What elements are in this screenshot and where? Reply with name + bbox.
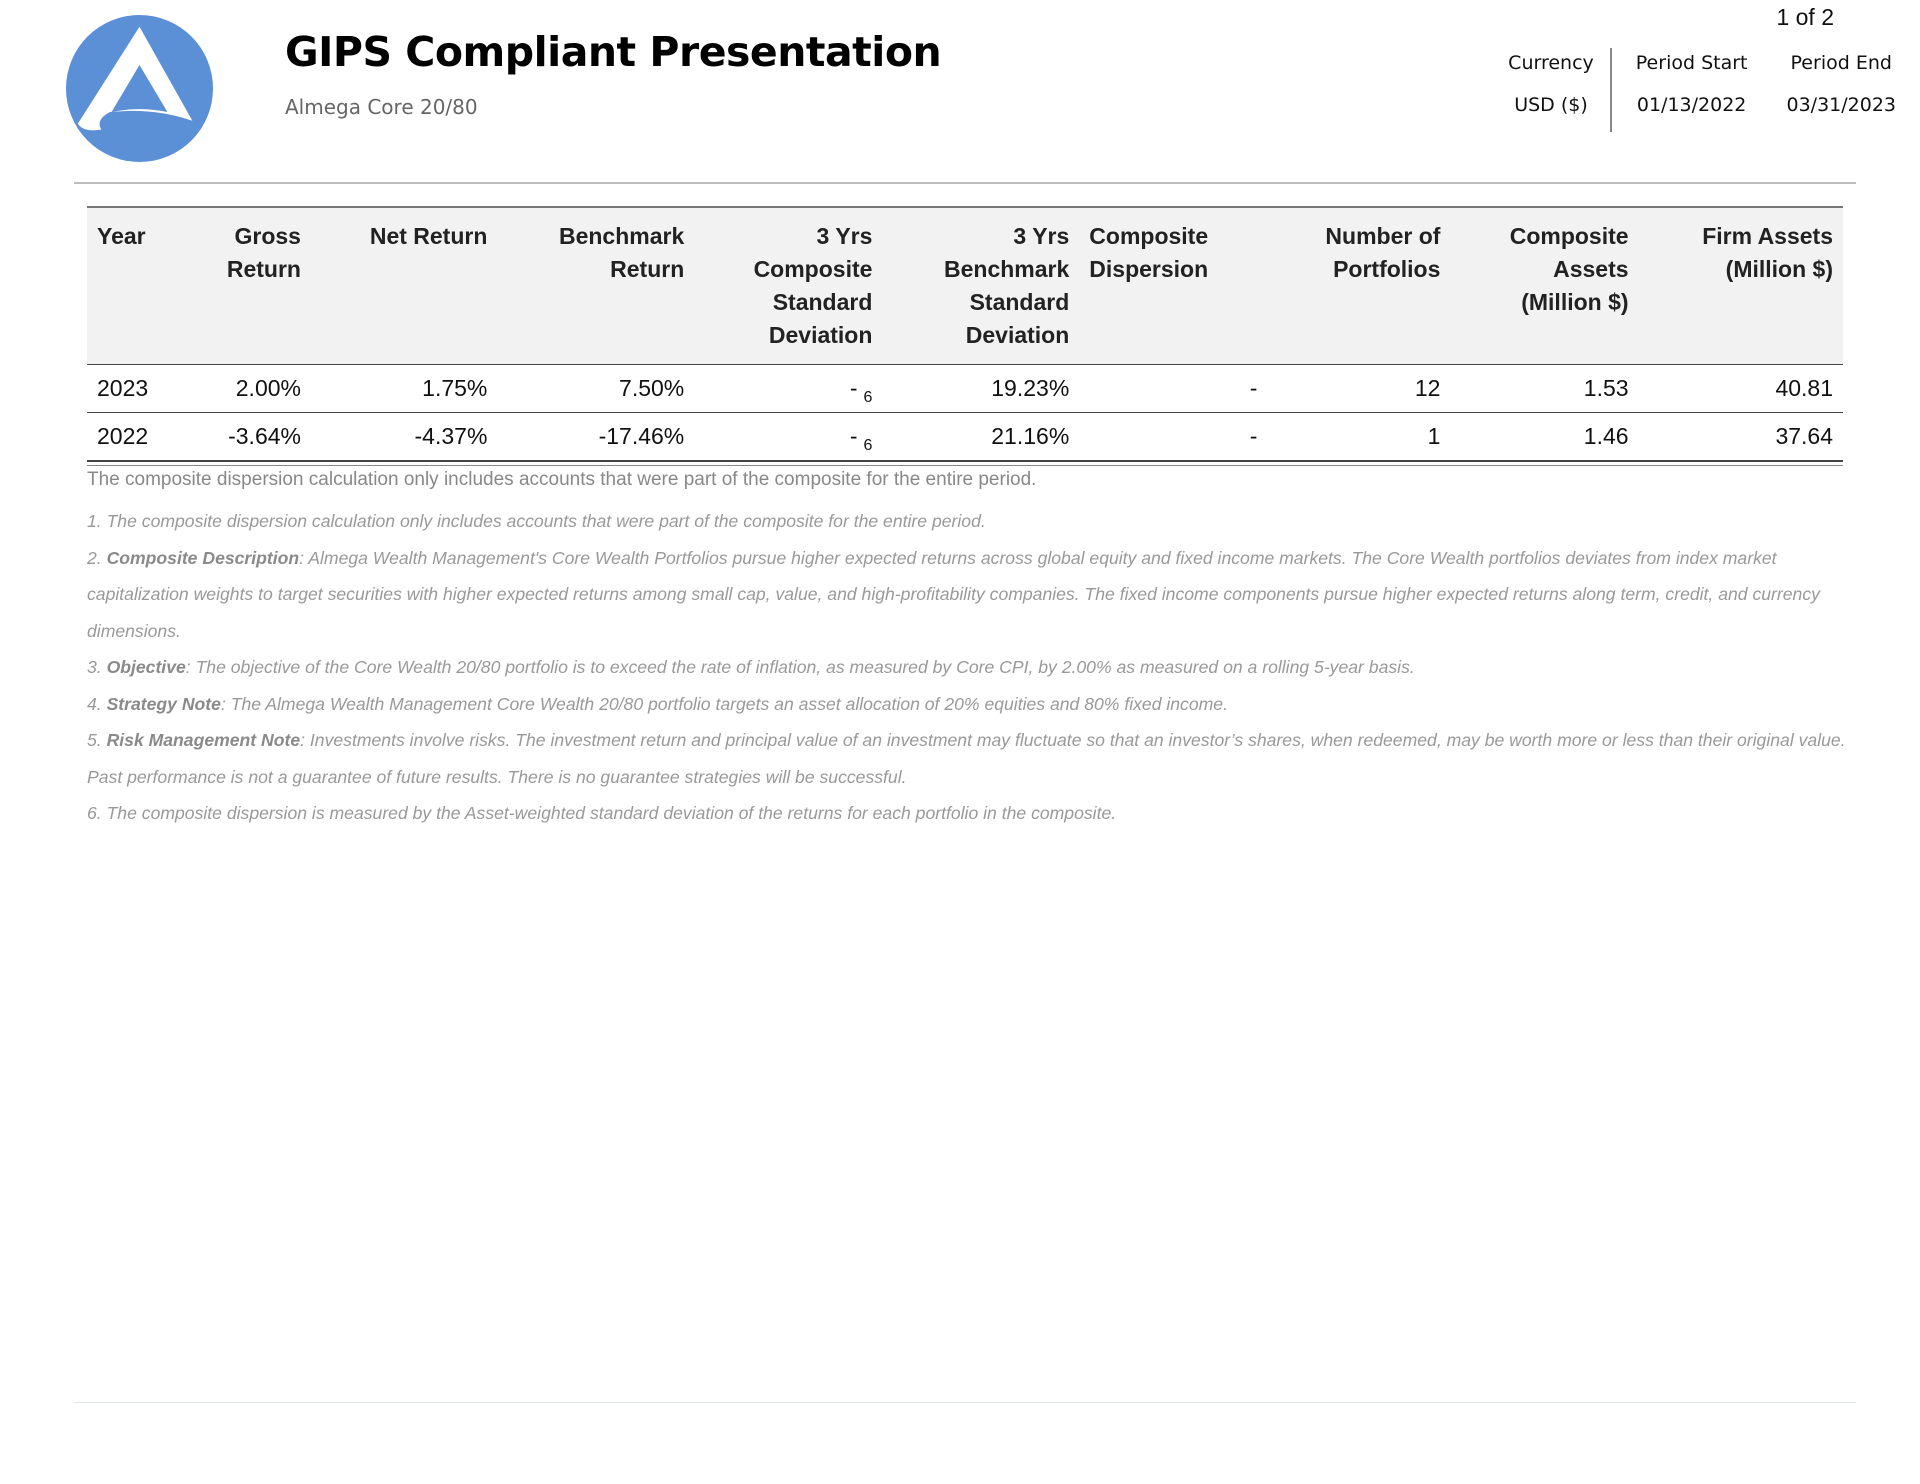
col-num-portfolios: Number of Portfolios [1267, 207, 1450, 365]
period-start-block [1612, 48, 1770, 132]
header-divider [74, 182, 1856, 184]
cell-dispersion: - [1079, 413, 1267, 462]
cell-firm-assets: 40.81 [1639, 365, 1843, 413]
table-bottom-rule [87, 465, 1843, 466]
col-firm-assets: Firm Assets (Million $) [1639, 207, 1843, 365]
cell-benchmark-return: 7.50% [497, 365, 694, 413]
footnote-4: 4. Strategy Note: The Almega Wealth Management Core Wealth 20/80 portfolio targets an asset allocation of 20% equities and 80% fixed income. [87, 693, 1228, 714]
period-end-block [1769, 48, 1896, 132]
footnote-ref: 6 [863, 437, 873, 454]
cell-composite-assets: 1.46 [1450, 413, 1638, 462]
period-start-label: Period Start [1635, 52, 1748, 74]
cell-net-return: 1.75% [311, 365, 497, 413]
cell-composite-std: - $_6$ [694, 365, 882, 413]
table-row [87, 413, 1843, 462]
composite-name: Almega Core 20/80 [285, 95, 478, 119]
col-year: Year [87, 207, 183, 365]
cell-num-portfolios: 1 [1267, 413, 1450, 462]
footnote-ref: 6 [863, 389, 873, 406]
col-net-return: Net Return [311, 207, 497, 365]
col-dispersion: Composite Dispersion [1079, 207, 1267, 365]
report-meta [1508, 48, 1896, 132]
cell-benchmark-return: -17.46% [497, 413, 694, 462]
col-composite-assets: Composite Assets (Million $) [1450, 207, 1638, 365]
currency-label: Currency [1508, 52, 1594, 74]
footer-divider [74, 1402, 1856, 1403]
footnote-6: 6. The composite dispersion is measured by the Asset-weighted standard deviation of the returns for each portfolio in the composite. [87, 803, 1117, 823]
period-end-label: Period End [1790, 52, 1892, 74]
cell-dispersion: - [1079, 365, 1267, 413]
cell-year: 2022 [87, 413, 183, 462]
cell-firm-assets: 37.64 [1639, 413, 1843, 462]
col-gross-return: Gross Return [183, 207, 311, 365]
cell-gross-return: 2.00% [183, 365, 311, 413]
footnotes [87, 503, 1847, 832]
footnote-2: 2. Composite Description: Almega Wealth Management's Core Wealth Portfolios pursue higher expected returns across global equity and fixed income markets. The Core Wealth portfolios deviates from index market capitalization weights to target securities with higher expected returns among small cap, value, and high-profitability companies. The fixed income components pursue higher expected returns along term, credit, and currency dimensions. [87, 547, 1820, 641]
dispersion-note: The composite dispersion calculation only includes accounts that were part of the composite for the entire period. [87, 469, 1037, 490]
cell-benchmark-std: 19.23% [882, 365, 1079, 413]
footnote-1: 1. The composite dispersion calculation only includes accounts that were part of the composite for the entire period. [87, 511, 986, 531]
footnote-5: 5. Risk Management Note: Investments involve risks. The investment return and principal value of an investment may fluctuate so that an investor’s shares, when redeemed, may be worth more or less than their original value. Past performance is not a guarantee of future results. There is no guarantee strategies will be successful. [87, 730, 1846, 787]
col-benchmark-return: Benchmark Return [497, 207, 694, 365]
col-composite-std: 3 Yrs Composite Standard Deviation [694, 207, 882, 365]
almega-logo-icon [66, 15, 213, 162]
cell-gross-return: -3.64% [183, 413, 311, 462]
currency-block [1508, 48, 1612, 132]
cell-num-portfolios: 12 [1267, 365, 1450, 413]
cell-year: 2023 [87, 365, 183, 413]
table-row [87, 365, 1843, 413]
cell-composite-std: - $_6$ [694, 413, 882, 462]
table-header-row [87, 207, 1843, 365]
col-benchmark-std: 3 Yrs Benchmark Standard Deviation [882, 207, 1079, 365]
performance-table [87, 206, 1843, 462]
footnote-3: 3. Objective: The objective of the Core Wealth 20/80 portfolio is to exceed the rate of inflation, as measured by Core CPI, by 2.00% as measured on a rolling 5-year basis. [87, 657, 1415, 677]
cell-composite-assets: 1.53 [1450, 365, 1638, 413]
cell-benchmark-std: 21.16% [882, 413, 1079, 462]
period-start-value: 01/13/2022 [1636, 94, 1747, 116]
cell-net-return: -4.37% [311, 413, 497, 462]
page-title: GIPS Compliant Presentation [285, 28, 942, 76]
period-end-value: 03/31/2023 [1786, 94, 1896, 116]
currency-value: USD ($) [1514, 94, 1588, 116]
page-number: 1 of 2 [1776, 4, 1834, 30]
